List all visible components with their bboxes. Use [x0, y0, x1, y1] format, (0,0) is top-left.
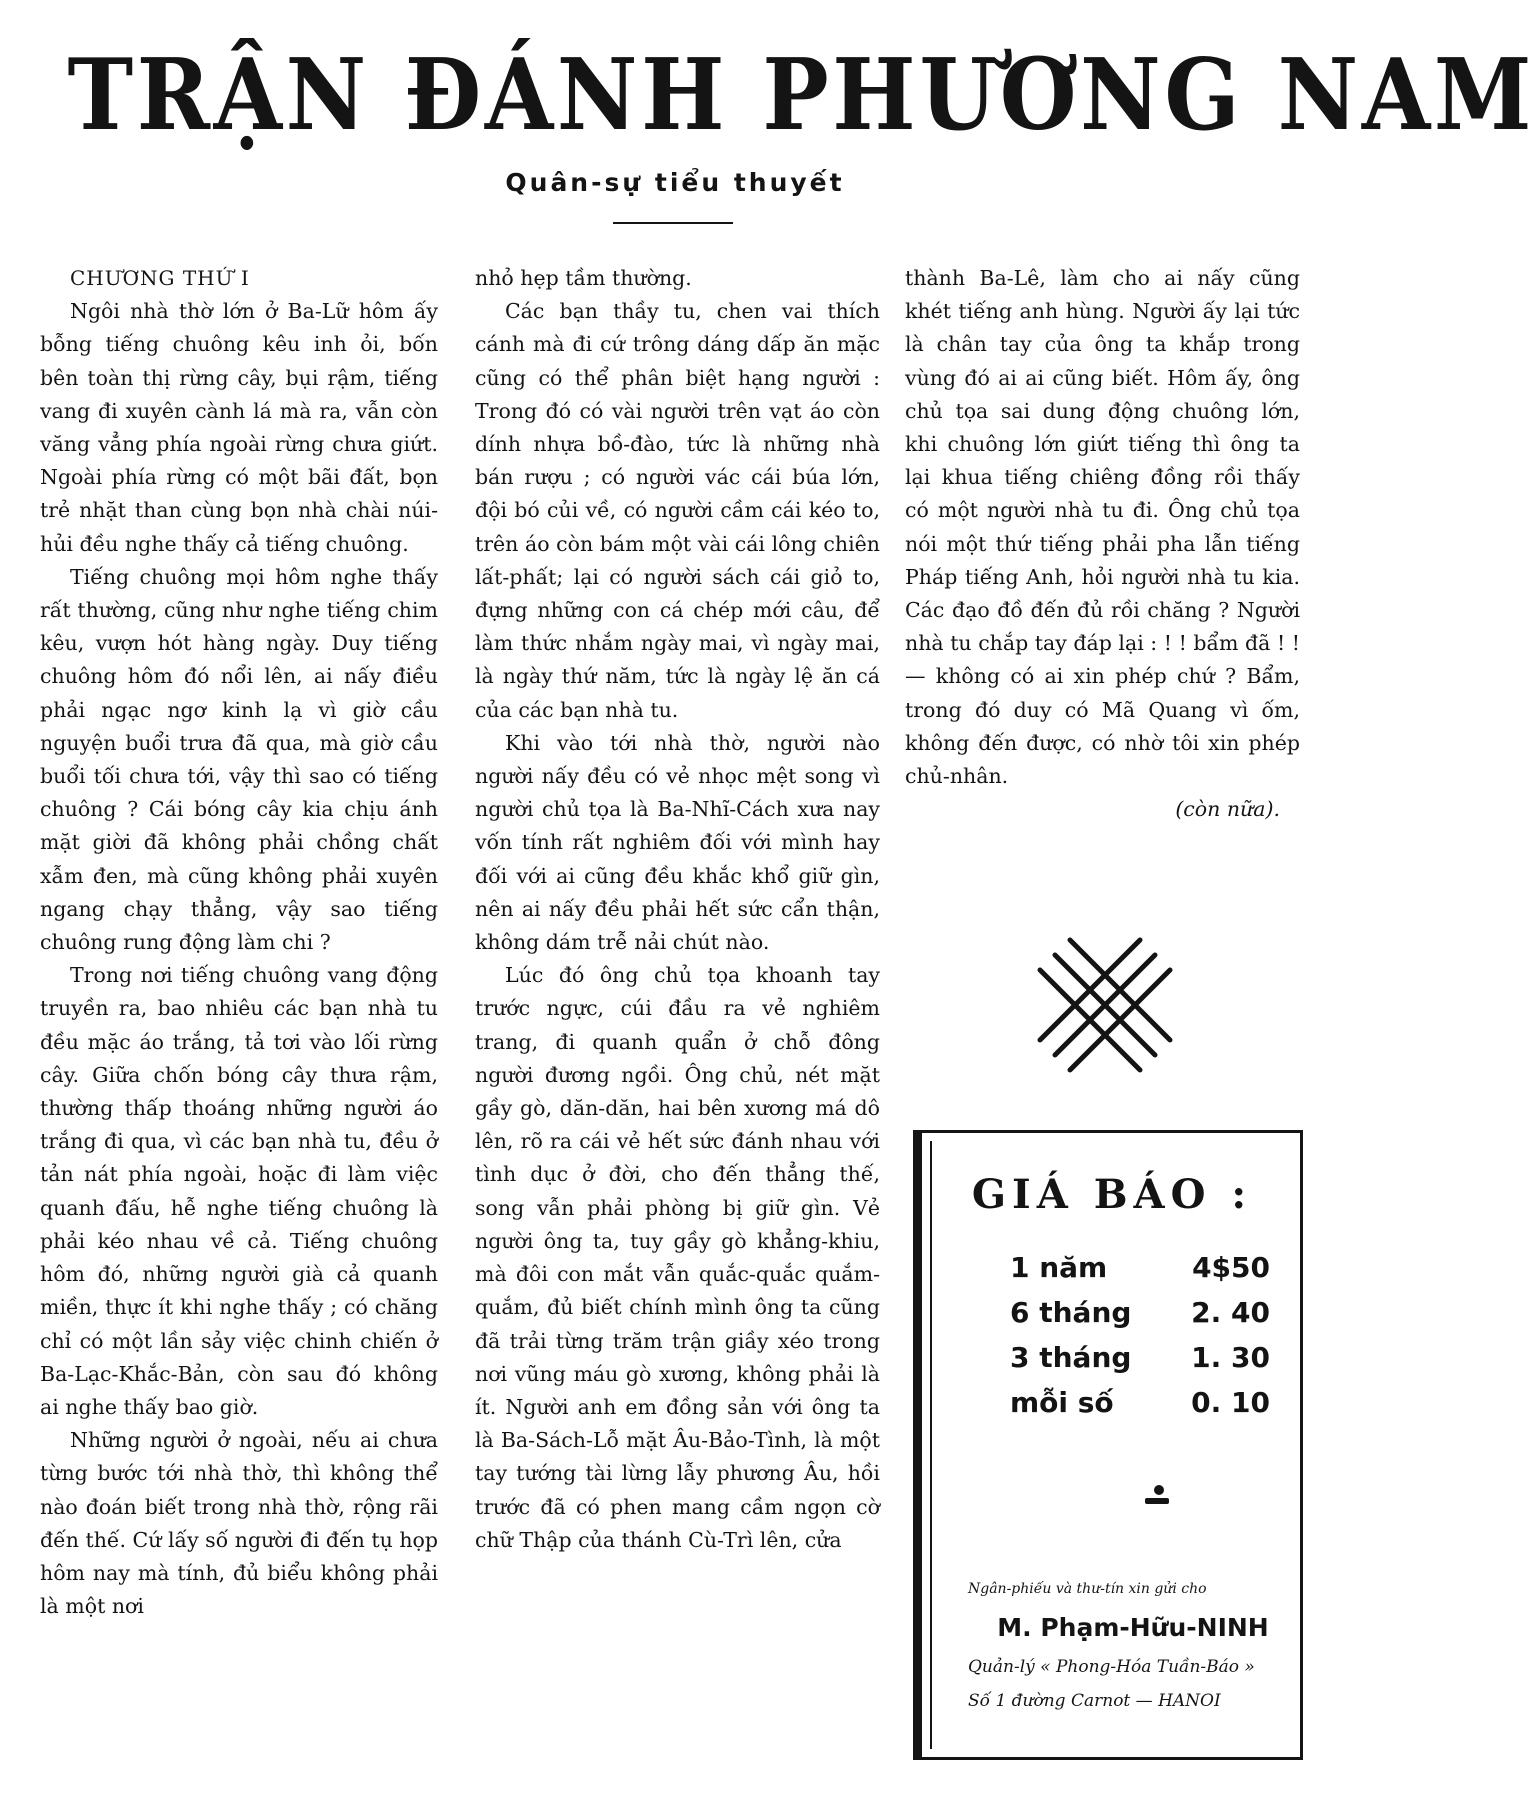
page-title: TRẬN ĐÁNH PHƯƠNG NAM	[67, 38, 1535, 153]
small-ornament-icon	[1142, 1481, 1172, 1511]
price-row	[1010, 1341, 1290, 1381]
subscription-price-box	[913, 1130, 1303, 1760]
manager-role: Quản-lý « Phong-Hóa Tuần-Báo »	[968, 1657, 1255, 1677]
manager-address: Số 1 đường Carnot — HANOI	[968, 1691, 1221, 1711]
crosshatch-ornament-icon	[1030, 930, 1180, 1080]
chapter-heading: CHƯƠNG THỨ I	[70, 266, 250, 290]
price-value: 1. 30	[1191, 1341, 1270, 1374]
to-be-continued: (còn nữa).	[1175, 797, 1280, 822]
paragraph: thành Ba-Lê, làm cho ai nấy cũng khét tiếng anh hùng. Người ấy lại tức là chân tay của ông ta khắp trong vùng đó ai ai cũng biết. Hôm ấy, ông chủ tọa sai dung động chuông lớn, khi chuông lớn giứt tiếng thì ông ta lại khua tiếng chiêng đồng rồi thấy có một người nhà tu đi. Ông chủ tọa nói một thứ tiếng phải pha lẫn tiếng Pháp tiếng Anh, hỏi người nhà tu kia. Các đạo đồ đến đủ rồi chăng ? Người nhà tu chắp tay đáp lại : ! ! bẩm đã ! ! — không có ai xin phép chứ ? Bẩm, trong đó duy có Mã Quang vì ốm, không đến được, có nhờ tôi xin phép chủ-nhân.	[905, 266, 1300, 789]
send-to-note: Ngân-phiếu và thư-tín xin gửi cho	[968, 1581, 1207, 1597]
price-period: mỗi số	[1010, 1386, 1114, 1419]
price-row	[1010, 1296, 1290, 1336]
price-row	[1010, 1251, 1290, 1291]
price-value: 0. 10	[1191, 1386, 1270, 1419]
manager-name: M. Phạm-Hữu-NINH	[997, 1613, 1269, 1642]
price-period: 1 năm	[1010, 1251, 1108, 1284]
paragraph: Các bạn thầy tu, chen vai thích cánh mà đi cứ trông dáng dấp ăn mặc cũng có thể phân biệt hạng người : Trong đó có vài người trên vạt áo còn dính nhựa bồ-đào, tức là những nhà bán rượu ; có người vác cái búa lớn, đội bó củi về, có người cầm cái kéo to, trên áo còn bám một vài cái lông chiên lất-phất; lại có người sách cái giỏ to, đựng những con cá chép mới câu, để làm thức nhắm ngày mai, vì ngày mai, là ngày thứ năm, tức là ngày lệ ăn cá của các bạn nhà tu.	[475, 299, 880, 722]
paragraph: Khi vào tới nhà thờ, người nào người nấy đều có vẻ nhọc mệt song vì người chủ tọa là Ba-Nhĩ-Cách xưa nay vốn tính rất nghiêm đối với mình hay đối với ai cũng đều khắc khổ giữ gìn, nên ai nấy đều phải hết sức cẩn thận, không dám trễ nải chút nào.	[475, 730, 880, 955]
price-title: GIÁ BÁO :	[971, 1171, 1253, 1218]
price-period: 6 tháng	[1010, 1296, 1132, 1329]
article-column-1	[40, 262, 438, 1623]
paragraph: nhỏ hẹp tầm thường.	[475, 266, 692, 290]
paragraph: Tiếng chuông mọi hôm nghe thấy rất thường, cũng như nghe tiếng chim kêu, vượn hót hàng ngày. Duy tiếng chuông hôm đó nổi lên, ai nấy điều phải ngạc ngơ kinh lạ vì giờ cầu nguyện buổi trưa đã qua, mà giờ cầu buổi tối chưa tới, vậy thì sao có tiếng chuông ? Cái bóng cây kia chịu ánh mặt giời đã không phải chồng chất xẫm đen, mà cũng không phải xuyên ngang chạy thẳng, vậy sao tiếng chuông rung động làm chi ?	[40, 564, 438, 955]
paragraph: Ngôi nhà thờ lớn ở Ba-Lữ hôm ấy bỗng tiếng chuông kêu inh ỏi, bốn bên toàn thị rừng cây, bụi rậm, tiếng vang đi xuyên cành lá mà ra, vẫn còn văng vẳng phía ngoài rừng chưa giứt. Ngoài phía rừng có một bãi đất, bọn trẻ nhặt than cùng bọn nhà chài núi-hủi đều nghe thấy cả tiếng chuông.	[40, 299, 438, 556]
price-value: 2. 40	[1191, 1296, 1270, 1329]
price-row	[1010, 1386, 1290, 1426]
article-column-3	[905, 262, 1300, 826]
title-divider	[613, 222, 733, 224]
paragraph: Những người ở ngoài, nếu ai chưa từng bước tới nhà thờ, thì không thể nào đoán biết trong nhà thờ, rộng rãi đến thế. Cứ lấy số người đi đến tụ họp hôm nay mà tính, đủ biểu không phải là một nơi	[40, 1428, 438, 1619]
page-subtitle: Quân-sự tiểu thuyết	[505, 168, 845, 197]
article-column-2	[475, 262, 880, 1557]
price-value: 4$50	[1192, 1251, 1270, 1284]
paragraph: Lúc đó ông chủ tọa khoanh tay trước ngực, cúi đầu ra vẻ nghiêm trang, đi quanh quẩn ở chỗ đông người đương ngồi. Ông chủ, nét mặt gầy gò, dăn-dăn, hai bên xương má dô lên, rõ ra cái vẻ hết sức đánh nhau với tình dục ở đời, cho đến thẳng thế, song vẫn phải phòng bị giữ gìn. Vẻ người ông ta, tuy gầy gò khẳng-khiu, mà đôi con mắt vẫn quắc-quắc quắm-quắm, đủ biết chính mình ông ta cũng đã trải từng trăm trận giầy xéo trong nơi vũng máu gò xương, không phải là ít. Người anh em đồng sản với ông ta là Ba-Sách-Lỗ mặt Âu-Bảo-Tình, là một tay tướng tài lừng lẫy phương Âu, hồi trước đã có phen mang cầm ngọn cờ chữ Thập của thánh Cù-Trì lên, cửa	[475, 963, 880, 1552]
price-period: 3 tháng	[1010, 1341, 1132, 1374]
paragraph: Trong nơi tiếng chuông vang động truyền ra, bao nhiêu các bạn nhà tu đều mặc áo trắng, tả tơi vào lối rừng cây. Giữa chốn bóng cây thưa rậm, thường thấp thoáng những người áo trắng đi qua, vì các bạn nhà tu, đều ở tản nát phía ngoài, hoặc đi làm việc quanh đấu, hễ nghe tiếng chuông là phải kéo nhau về cả. Tiếng chuông hôm đó, những người già cả quanh miền, thực ít khi nghe thấy ; có chăng chỉ có một lần sảy việc chinh chiến ở Ba-Lạc-Khắc-Bản, còn sau đó không ai nghe thấy bao giờ.	[40, 963, 438, 1419]
